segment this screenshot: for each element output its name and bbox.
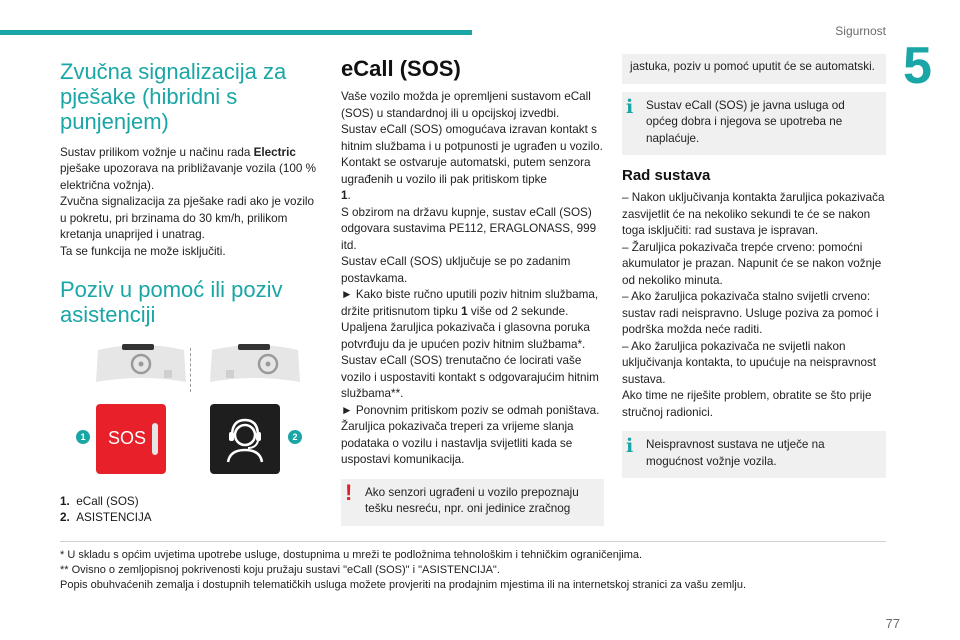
key-ref: 1 — [341, 189, 348, 202]
legend-number: 1. — [60, 494, 70, 508]
info-note — [622, 92, 886, 156]
paragraph: ► Ponovnim pritiskom poziv se odmah poništava. — [341, 403, 600, 417]
pedestrian-warning-text — [60, 145, 322, 261]
paragraph: Upaljena žaruljica pokazivača i glasovna poruka potvrđuju da je upućen poziv hitnim službama*. — [341, 321, 590, 351]
column-1 — [60, 54, 322, 527]
system-operation-text — [622, 190, 886, 421]
illustration-legend — [60, 494, 322, 527]
paragraph: Žaruljica pokazivača treperi za vrijeme slanja podataka o vozilu i nastavlja svijetliti kada se uspostavi komunikacija. — [341, 420, 574, 466]
badge-1: 1 — [76, 430, 90, 444]
paragraph: Vaše vozilo možda je opremljeni sustavom eCall (SOS) u standardnoj ili u opcijskoj izvedbi. — [341, 90, 591, 120]
list-item: – Žaruljica pokazivača trepće crveno: pomoćni akumulator je prazan. Napunit će se nakon vožnje od nekoliko minuta. — [622, 240, 882, 287]
assistance-button[interactable] — [210, 404, 280, 474]
list-item: – Ako žaruljica pokazivača ne svijetli nakon uključivanja kontakta, to upućuje na neispravnost sustava. — [622, 339, 877, 386]
chapter-number: 5 — [903, 37, 932, 95]
sos-indicator-light — [152, 423, 158, 455]
emergency-call-title: Poziv u pomoć ili poziv asistenciji — [60, 277, 283, 327]
paragraph: Zvučna signalizacija za pješake radi ako je vozilo u pokretu, pri brzinama do 30 km/h, prilikom kretanja unaprijed i unatrag. — [60, 195, 315, 242]
footnotes — [60, 541, 886, 593]
ecall-title: eCall (SOS) — [341, 56, 461, 81]
mirror-right-illustration — [208, 342, 302, 386]
info-note-2 — [622, 431, 886, 478]
sos-button[interactable] — [96, 404, 166, 474]
legend-number: 2. — [60, 511, 70, 525]
warning-note — [341, 479, 604, 526]
section-name: Sigurnost — [835, 24, 886, 38]
warning-text: Ako senzori ugrađeni u vozilo prepoznaju tešku nesreću, npr. oni jedinice zračnog — [365, 485, 579, 515]
warning-continued — [622, 54, 886, 84]
headset-icon — [210, 404, 280, 474]
badge-2: 2 — [288, 430, 302, 444]
text: ► Kako biste ručno uputili poziv hitnim službama, držite pritisnutom tipku — [341, 288, 599, 318]
info-text: Neispravnost sustava ne utječe na mogućnost vožnje vozila. — [646, 438, 825, 468]
paragraph: Sustav eCall (SOS) uključuje se po zadanim postavkama. — [341, 255, 571, 285]
paragraph — [341, 287, 604, 320]
legend-text: ASISTENCIJA — [76, 511, 152, 525]
paragraph — [60, 145, 322, 195]
buttons-illustration — [60, 342, 322, 482]
text: Sustav eCall (SOS) omogućava izravan kontakt s hitnim službama i u potpunosti je ugrađen u vozilo. Kontakt se ostvaruje automatski, putem senzora ugrađenih u vozilo ili pak pritiskom tipke — [341, 123, 603, 186]
info-icon: i — [626, 95, 634, 118]
text: više od 2 sekunde. — [467, 304, 569, 318]
ecall-text — [341, 89, 604, 469]
paragraph: Ako time ne riješite problem, obratite se što prije stručnoj radionici. — [622, 389, 872, 419]
legend-text: eCall (SOS) — [76, 494, 139, 508]
text: pješake upozorava na približavanje vozila (100 % električna vožnja). — [60, 162, 316, 192]
paragraph — [341, 122, 604, 205]
paragraph: Sustav eCall (SOS) trenutačno će locirati vaše vozilo i uspostaviti kontakt s odgovarajućim hitnim službama**. — [341, 354, 599, 400]
footnote: Popis obuhvaćenih zemalja i dostupnih telematičkih usluga možete provjeriti na prodajnim mjestima ili na internetskoj stranici za vašu zemlju. — [60, 579, 746, 591]
pedestrian-warning-title: Zvučna signalizacija za pješake (hibridni s punjenjem) — [60, 59, 287, 134]
paragraph: S obzirom na državu kupnje, sustav eCall (SOS) odgovara sustavima PE112, ERAGLONASS, 999 itd. — [341, 205, 597, 252]
paragraph: Ta se funkcija ne može isključiti. — [60, 244, 226, 258]
warning-icon: ! — [345, 479, 353, 505]
key-ref: 1 — [461, 304, 468, 318]
electric-mode-label: Electric — [253, 145, 296, 159]
divider — [190, 348, 191, 392]
page-number: 77 — [885, 616, 900, 631]
info-icon: i — [626, 435, 634, 457]
list-item: – Nakon uključivanja kontakta žaruljica pokazivača zasvijetlit će na nekoliko sekundi te će se nakon toga isključiti: rad sustava je ispravan. — [622, 191, 885, 237]
sos-label: SOS — [108, 427, 147, 448]
info-text: Sustav eCall (SOS) je javna usluga od općeg dobra i njegova se upotreba ne naplaćuje. — [646, 98, 845, 145]
text: Sustav prilikom vožnje u načinu rada — [60, 145, 254, 159]
footnote: ** Ovisno o zemljopisnoj pokrivenosti koju pružaju sustavi "eCall (SOS)" i "ASISTENCIJA". — [60, 564, 500, 576]
legend-item — [60, 494, 322, 511]
text: . — [347, 189, 351, 202]
header-accent-bar — [0, 30, 472, 35]
warning-text: jastuka, poziv u pomoć uputit će se automatski. — [630, 60, 875, 73]
mirror-left-illustration — [94, 342, 188, 386]
column-2 — [341, 54, 604, 526]
system-operation-title: Rad sustava — [622, 167, 711, 184]
legend-item — [60, 510, 322, 527]
footnote: * U skladu s općim uvjetima upotrebe usluge, dostupnima u mreži te podložnima tehnološkim i tehničkim ograničenjima. — [60, 549, 643, 561]
list-item: – Ako žaruljica pokazivača stalno svijetli crveno: sustav radi neispravno. Usluge poziva za pomoć i podrška možda neće raditi. — [622, 290, 879, 336]
column-3 — [622, 54, 886, 478]
